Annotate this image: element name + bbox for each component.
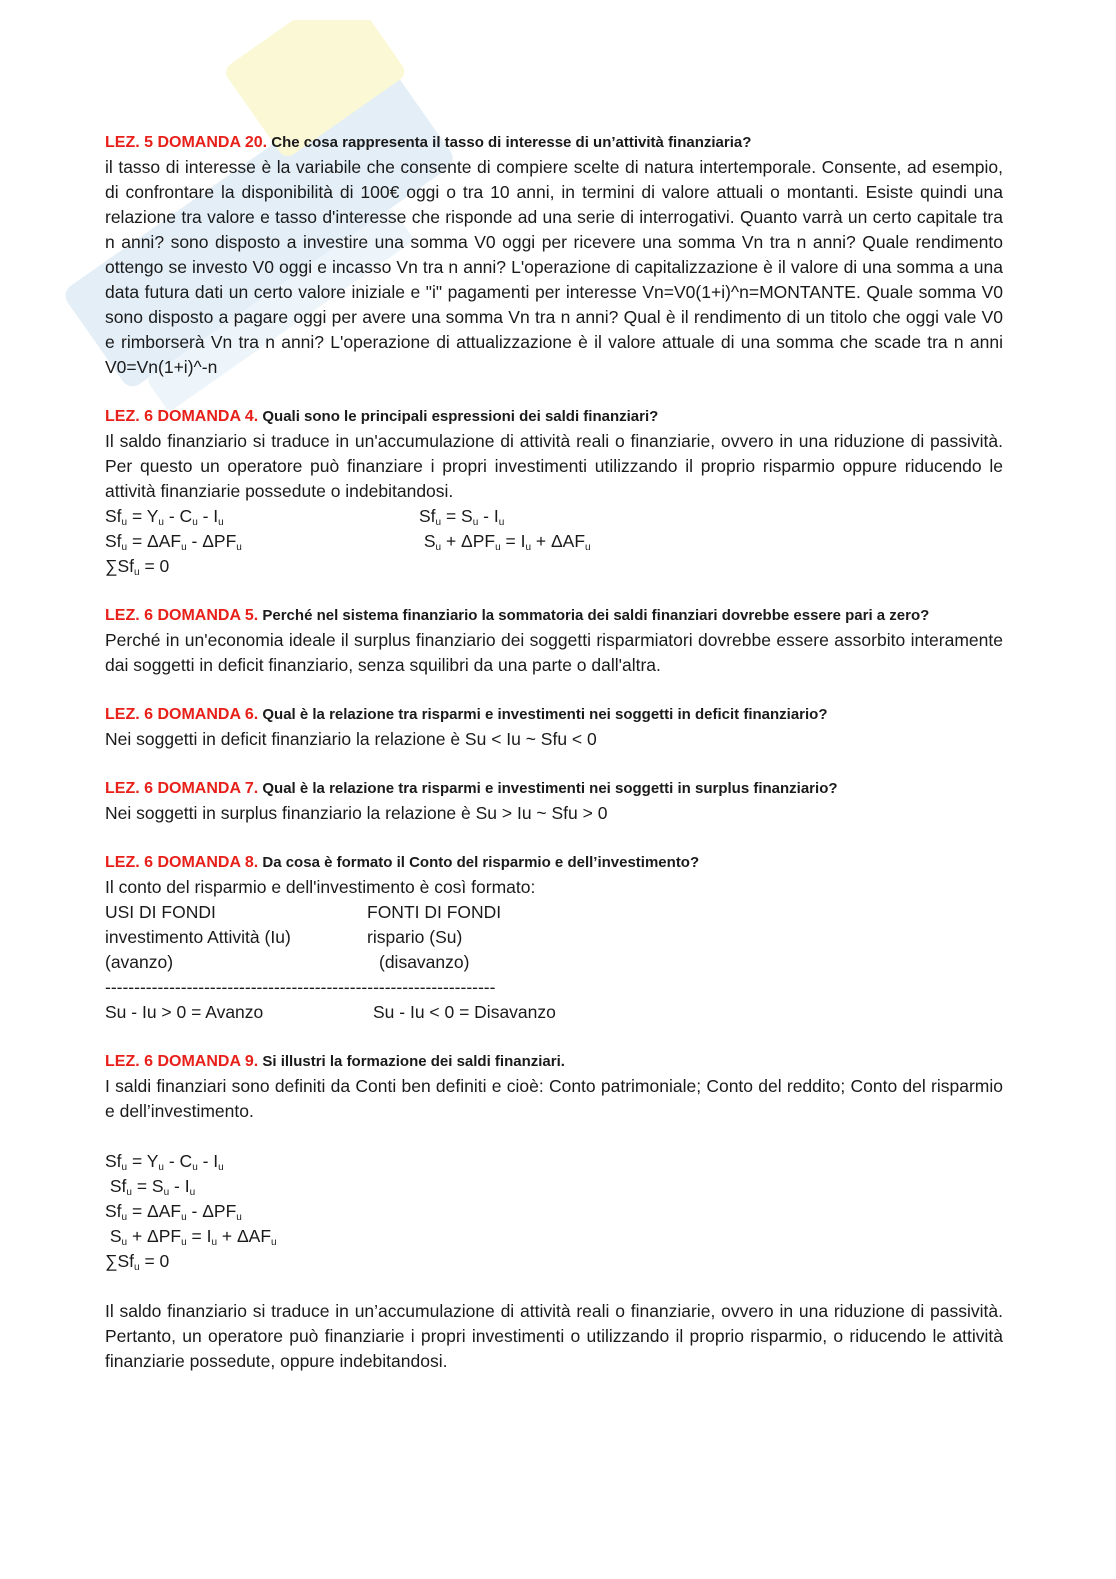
table-cell: USI DI FONDI	[105, 902, 216, 922]
formula: $Sf_u = S_u - I_u$	[105, 1176, 196, 1198]
lesson-label: LEZ. 6 DOMANDA 7.	[105, 780, 259, 797]
formula: $Sf_u = Y_u - C_u - I_u$	[105, 1151, 224, 1173]
formula: $S_u + \Delta PF_u = I_u + \Delta AF_u$	[419, 531, 591, 553]
formula: $Sf_u = S_u - I_u$	[419, 506, 505, 528]
answer-text: Perché in un'economia ideale il surplus finanziario dei soggetti risparmiatori dovrebbe essere assorbito interamente dai soggetti in deficit finanziario, senza squilibri da una parte o dall'altra.	[105, 630, 1003, 675]
lesson-label: LEZ. 6 DOMANDA 6.	[105, 706, 259, 723]
lesson-label: LEZ. 6 DOMANDA 5.	[105, 607, 259, 624]
answer-text: Il conto del risparmio e dell'investimento è così formato:	[105, 877, 536, 897]
question-heading	[105, 776, 1003, 801]
account-table-row	[105, 925, 1003, 950]
question-heading	[105, 1049, 1003, 1074]
qa-section	[105, 603, 1003, 678]
lesson-label: LEZ. 5 DOMANDA 20.	[105, 134, 268, 151]
table-cell: Su - Iu > 0 = Avanzo	[105, 1002, 264, 1022]
answer-text: il tasso di interesse è la variabile che consente di compiere scelte di natura intertemporale. Consente, ad esempio, di confrontare la disponibilità di 100€ oggi o tra 10 anni, in termini di valore attuali o montanti. Esiste quindi una relazione tra valore e tasso d'interesse che risponde ad una serie di interrogativi. Quanto varrà un certo capitale tra n anni? sono disposto a investire una somma V0 oggi per ricevere una somma Vn tra n anni? Quale rendimento ottengo se investo V0 oggi e incasso Vn tra n anni? L'operazione di capitalizzazione è il valore di una somma a una data futura dati un certo valore iniziale e "i" pagamenti per interesse Vn=V0(1+i)^n=MONTANTE. Quale somma V0 sono disposto a pagare oggi per avere una somma Vn tra n anni? Qual è il rendimento di un titolo che oggi vale V0 e rimborserà Vn tra n anni? L'operazione di attualizzazione è il valore attuale di una somma che scade tra n anni V0=Vn(1+i)^-n	[105, 157, 1003, 377]
question-heading	[105, 603, 1003, 628]
table-cell: FONTI DI FONDI	[367, 902, 502, 922]
answer-text: Il saldo finanziario si traduce in un'accumulazione di attività reali o finanziarie, ovvero in una riduzione di passività. Per questo un operatore può finanziare i propri investimenti utilizzando il proprio risparmio oppure riducendo le attività finanziarie possedute o indebitandosi.	[105, 431, 1003, 501]
question-text: Che cosa rappresenta il tasso di interesse di un’attività finanziaria?	[271, 134, 752, 151]
question-heading	[105, 130, 1003, 155]
question-text: Da cosa è formato il Conto del risparmio e dell’investimento?	[262, 854, 700, 871]
qa-section	[105, 850, 1003, 1025]
question-text: Si illustri la formazione dei saldi finanziari.	[262, 1053, 565, 1070]
account-table-row	[105, 1000, 1003, 1025]
account-table-row	[105, 950, 1003, 975]
answer-text: Nei soggetti in surplus finanziario la relazione è Su > Iu ~ Sfu > 0	[105, 803, 608, 823]
formula: $S_u + \Delta PF_u = I_u + \Delta AF_u$	[105, 1226, 277, 1248]
qa-section	[105, 404, 1003, 579]
formula: $\sum Sf_u = 0$	[105, 556, 170, 578]
question-text: Quali sono le principali espressioni dei saldi finanziari?	[262, 408, 659, 425]
question-text: Qual è la relazione tra risparmi e investimenti nei soggetti in surplus finanziario?	[262, 780, 838, 797]
qa-section	[105, 130, 1003, 380]
question-heading	[105, 404, 1003, 429]
table-cell: Su - Iu < 0 = Disavanzo	[373, 1002, 556, 1022]
account-table-row	[105, 900, 1003, 925]
question-text: Qual è la relazione tra risparmi e investimenti nei soggetti in deficit finanziario?	[262, 706, 828, 723]
formula-row	[105, 529, 1003, 554]
qa-section	[105, 1049, 1003, 1374]
lesson-label: LEZ. 6 DOMANDA 8.	[105, 854, 259, 871]
table-cell: (avanzo)	[105, 952, 174, 972]
table-cell: rispario (Su)	[367, 927, 463, 947]
lesson-label: LEZ. 6 DOMANDA 4.	[105, 408, 259, 425]
lesson-label: LEZ. 6 DOMANDA 9.	[105, 1053, 259, 1070]
formula: $Sf_u = \Delta AF_u - \Delta PF_u$	[105, 1201, 242, 1223]
dashed-separator: -------------------------------------------------------------------	[105, 977, 496, 997]
formula-row	[105, 504, 1003, 529]
qa-section	[105, 702, 1003, 752]
closing-paragraph: Il saldo finanziario si traduce in un’accumulazione di attività reali o finanziarie, ovvero in una riduzione di passività. Pertanto, un operatore può finanziarie i propri investimenti o utilizzando il proprio risparmio, o riducendo le attività finanziarie possedute, oppure indebitandosi.	[105, 1301, 1003, 1371]
question-heading	[105, 702, 1003, 727]
question-text: Perché nel sistema finanziario la sommatoria dei saldi finanziari dovrebbe essere pari a zero?	[262, 607, 930, 624]
answer-text: Nei soggetti in deficit finanziario la relazione è Su < Iu ~ Sfu < 0	[105, 729, 597, 749]
document-body	[105, 130, 1003, 1398]
table-cell: (disavanzo)	[379, 952, 470, 972]
formula: $\sum Sf_u = 0$	[105, 1251, 170, 1273]
answer-text: I saldi finanziari sono definiti da Conti ben definiti e cioè: Conto patrimoniale; Conto del reddito; Conto del risparmio e dell’investimento.	[105, 1076, 1003, 1121]
question-heading	[105, 850, 1003, 875]
formula: $Sf_u = \Delta AF_u - \Delta PF_u$	[105, 531, 242, 553]
formula: $Sf_u = Y_u - C_u - I_u$	[105, 506, 224, 528]
table-cell: investimento Attività (Iu)	[105, 927, 291, 947]
qa-section	[105, 776, 1003, 826]
